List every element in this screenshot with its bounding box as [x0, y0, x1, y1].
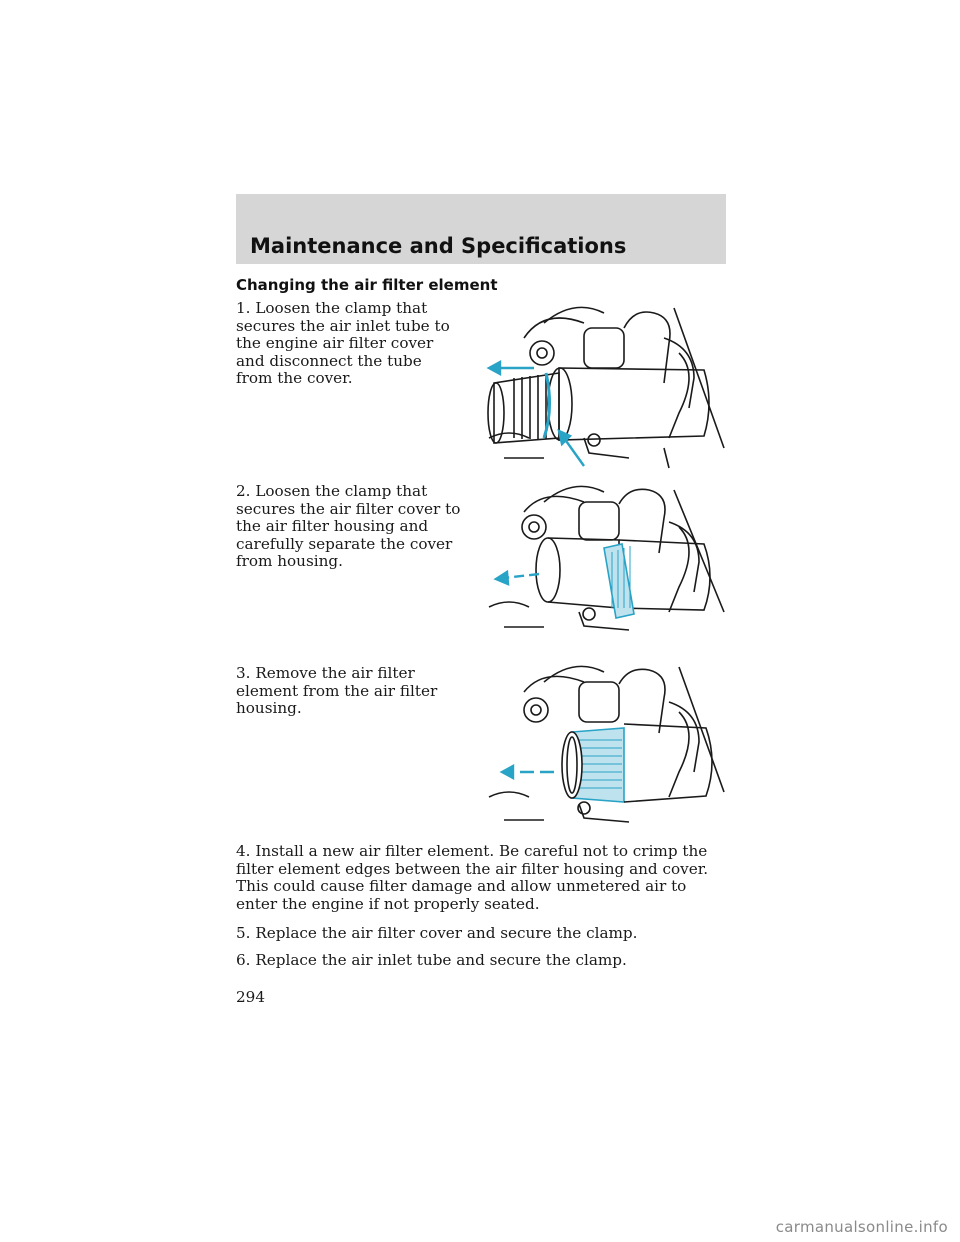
- step-5-text: 5. Replace the air filter cover and secure the clamp.: [236, 924, 638, 942]
- header-title: Maintenance and Specifications: [250, 234, 627, 258]
- step-3-text: 3. Remove the air filter element from the air filter housing.: [236, 664, 438, 718]
- step-6-text: 6. Replace the air inlet tube and secure the clamp.: [236, 951, 627, 969]
- page-number: 294: [236, 988, 265, 1006]
- watermark: carmanualsonline.info: [775, 1218, 948, 1236]
- illustration-separate-cover: [484, 482, 726, 640]
- illustration-disconnect-inlet-tube: [484, 298, 726, 470]
- illustration-remove-filter-element: [484, 662, 726, 834]
- step-2-text: 2. Loosen the clamp that secures the air filter cover to the air filter housing and carefully separate the cover from housing.: [236, 482, 461, 571]
- step-4-text: 4. Install a new air filter element. Be careful not to crimp the filter element edges between the air filter housing and cover. This could cause filter damage and allow unmetered air to enter the engine if not properly seated.: [236, 842, 709, 913]
- section-heading: Changing the air filter element: [236, 276, 498, 294]
- step-1-text: 1. Loosen the clamp that secures the air inlet tube to the engine air filter cover and disconnect the tube from the cover.: [236, 299, 450, 388]
- section-header-band: [236, 194, 726, 264]
